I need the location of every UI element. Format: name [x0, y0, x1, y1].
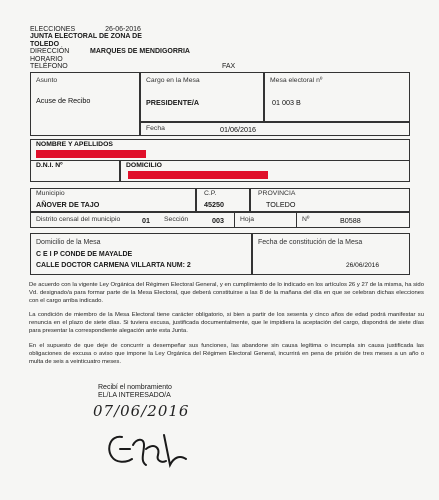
hoja-label: Hoja: [240, 216, 254, 223]
election-date: 26-06-2016: [105, 26, 141, 33]
divider-n: [296, 212, 297, 228]
fax-label: FAX: [222, 63, 236, 70]
seccion-value: 003: [212, 216, 224, 225]
mesa-label: Mesa electoral nº: [270, 77, 323, 84]
municipio-label: Municipio: [36, 190, 65, 197]
fecha-constitucion-value: 26/06/2016: [346, 262, 380, 269]
provincia-value: TOLEDO: [266, 200, 296, 209]
nombre-redaction: [36, 150, 146, 158]
municipio-value: AÑOVER DE TAJO: [36, 200, 100, 209]
handwritten-signature: [100, 425, 210, 475]
domicilio-redaction: [128, 171, 268, 179]
handwritten-date: 07/06/2016: [93, 402, 190, 420]
paragraph-3: En el supuesto de que deje de concurrir a desempeñar sus funciones, las abandone sin causa legítima o incumpla sin causa justificada las obligaciones de excusa o aviso que impone la Ley Orgánica del Régimen Electoral General, incurrirá en pena de prisión de tres meses a un año o multa de seis a veinticuatro meses.: [29, 343, 424, 366]
divider-hoja: [234, 212, 235, 228]
n-value: B0588: [340, 216, 361, 225]
distrito-value: 01: [142, 216, 150, 225]
domicilio-label: DOMICILIO: [126, 162, 162, 169]
cp-value: 45250: [204, 200, 224, 209]
paragraph-1: De acuerdo con la vigente Ley Orgánica del Régimen Electoral General, y en cumplimiento de lo indicado en los artículos 26 y 27 de la misma, ha sido Vd. designado/a para formar parte de la Mesa Electoral, que deberá constituirse a las 8 de la mañana del día en que se celebran dichas elecciones con el cargo arriba indicado.: [29, 282, 424, 305]
received-line2: EL/LA INTERESADO/A: [98, 392, 171, 399]
horario-label: HORARIO: [30, 56, 63, 63]
direccion-label: DIRECCIÓN: [30, 48, 70, 55]
junta-line2: TOLEDO: [30, 41, 60, 48]
fecha-label: Fecha: [146, 125, 165, 132]
junta-line1: JUNTA ELECTORAL DE ZONA DE: [30, 33, 142, 40]
nombre-label: NOMBRE Y APELLIDOS: [36, 141, 113, 148]
domicilio-mesa-label: Domicilio de la Mesa: [36, 239, 101, 246]
fecha-constitucion-label: Fecha de constitución de la Mesa: [258, 239, 363, 246]
elecciones-label: ELECCIONES: [30, 26, 76, 33]
cargo-label: Cargo en la Mesa: [146, 77, 200, 84]
provincia-label: PROVINCIA: [258, 190, 296, 197]
seccion-label: Sección: [164, 216, 189, 223]
paragraph-2: La condición de miembro de la Mesa Electoral tiene carácter obligatorio, si bien a partir de los sesenta y cinco años de edad podrá manifestar su renuncia en el plazo de siete días. Si tuviera excusa, justificada documentalmente, que le impidiera la aceptación del cargo, dispondrá de siete días para presentar la correspondiente alegación ante esta Junta.: [29, 312, 424, 335]
telefono-label: TELÉFONO: [30, 63, 68, 70]
cp-label: C.P.: [204, 190, 217, 197]
direccion-value: MARQUES DE MENDIGORRIA: [90, 48, 190, 55]
cargo-value: PRESIDENTE/A: [146, 98, 200, 107]
asunto-value: Acuse de Recibo: [36, 96, 91, 105]
dni-label: D.N.I. Nº: [36, 162, 63, 169]
received-line1: Recibí el nombramiento: [98, 384, 172, 391]
distrito-label: Distrito censal del municipio: [36, 216, 121, 223]
mesa-value: 01 003 B: [272, 98, 301, 107]
domicilio-mesa-line1: C E I P CONDE DE MAYALDE: [36, 251, 133, 258]
domicilio-mesa-line2: CALLE DOCTOR CARMENA VILLARTA NUM: 2: [36, 262, 191, 269]
fecha-value: 01/06/2016: [220, 125, 256, 134]
fecha-box: [140, 122, 410, 136]
n-label: Nº: [302, 216, 310, 223]
asunto-label: Asunto: [36, 77, 58, 84]
